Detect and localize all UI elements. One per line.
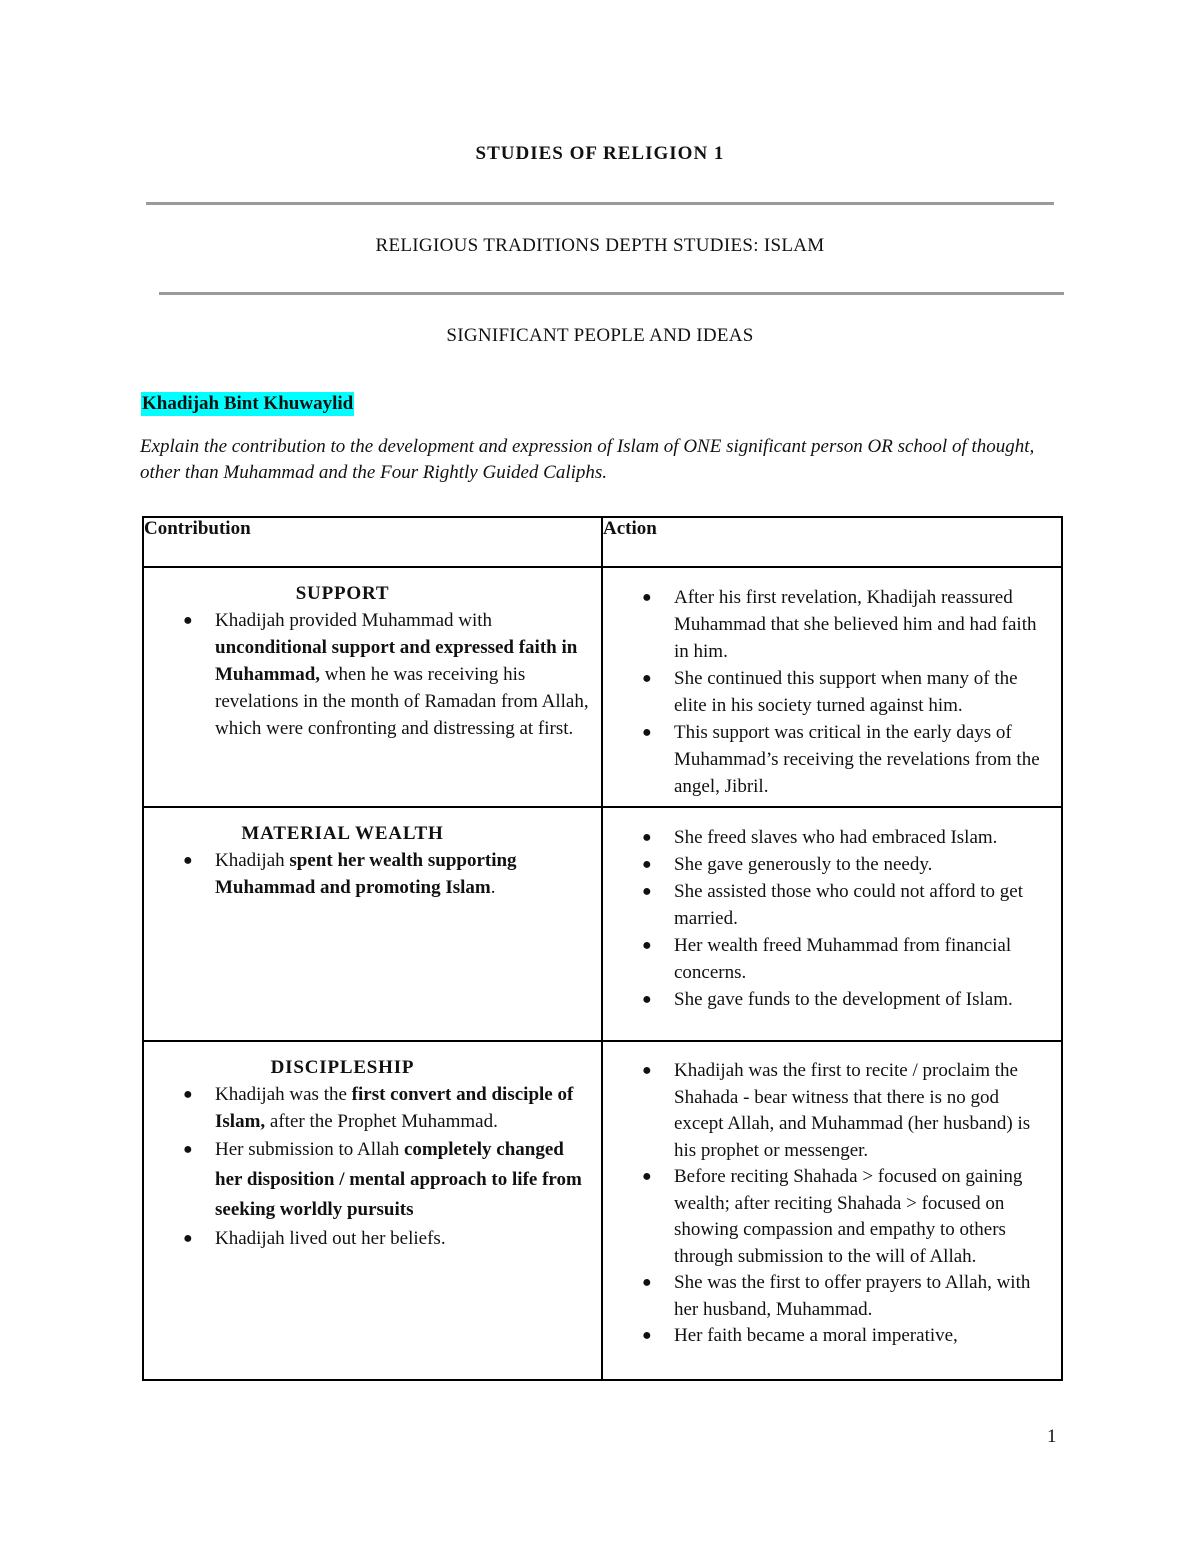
bullet-icon: ●: [183, 1086, 193, 1103]
column-header-action: Action: [602, 517, 1062, 567]
bullet-icon: ●: [642, 1327, 652, 1344]
list-item: ● She was the first to offer prayers to Allah, with her husband, Muhammad.: [642, 1272, 1031, 1320]
list-item: ● This support was critical in the early days of Muhammad’s receiving the revelations from the angel, Jibril.: [611, 719, 1053, 800]
section-heading: SIGNIFICANT PEOPLE AND IDEAS: [446, 325, 754, 346]
list-item: ● Before reciting Shahada > focused on gaining wealth; after reciting Shahada > focused on showing compassion and empathy to others through submission to the will of Allah.: [642, 1166, 1023, 1267]
list-item: ● She continued this support when many of the elite in his society turned against him.: [611, 665, 1053, 719]
contribution-cell: [143, 807, 602, 1041]
list-item: ● She freed slaves who had embraced Islam.: [611, 824, 1053, 851]
list-item: ● Khadijah lived out her beliefs.: [152, 1225, 593, 1252]
list-item: ● After his first revelation, Khadijah reassured Muhammad that she believed him and had faith in him.: [611, 584, 1053, 665]
horizontal-rule: [159, 292, 1064, 295]
table-header-row: [143, 517, 1062, 567]
bullet-icon: ●: [183, 1230, 193, 1247]
document-title: STUDIES OF RELIGION 1: [475, 143, 725, 164]
bullet-icon: ●: [642, 1062, 652, 1079]
bullet-icon: ●: [642, 1168, 652, 1185]
contribution-heading: SUPPORT: [295, 583, 390, 604]
bullet-icon: ●: [642, 883, 652, 900]
contribution-table: [142, 516, 1063, 1381]
contribution-heading: DISCIPLESHIP: [270, 1057, 415, 1078]
list-item: ● She assisted those who could not afford to get married.: [611, 878, 1053, 932]
list-item: ● Khadijah was the first convert and disciple of Islam, after the Prophet Muhammad.: [152, 1081, 593, 1135]
action-cell: [602, 567, 1062, 807]
document-subtitle: RELIGIOUS TRADITIONS DEPTH STUDIES: ISLAM: [375, 235, 825, 256]
person-heading: Khadijah Bint Khuwaylid: [142, 393, 354, 414]
list-item: ● Khadijah was the first to recite / proclaim the Shahada - bear witness that there is no god except Allah, and Muhammad (her husband) is his prophet or messenger.: [642, 1060, 1031, 1161]
bullet-icon: ●: [642, 1274, 652, 1291]
list-item: ● Her wealth freed Muhammad from financial concerns.: [611, 932, 1053, 986]
list-item: ● Khadijah spent her wealth supporting Muhammad and promoting Islam.: [152, 847, 593, 901]
bullet-icon: ●: [642, 670, 652, 687]
bullet-icon: ●: [183, 1141, 193, 1158]
list-item: ● She gave generously to the needy.: [611, 851, 1053, 878]
column-header-contribution: Contribution: [143, 517, 602, 567]
table-row: [143, 567, 1062, 807]
bullet-icon: ●: [642, 589, 652, 606]
bullet-icon: ●: [642, 829, 652, 846]
bullet-icon: ●: [183, 612, 193, 629]
bullet-icon: ●: [642, 991, 652, 1008]
contribution-cell: [143, 1041, 602, 1380]
table-row: [143, 1041, 1062, 1380]
list-item: ● Her submission to Allah completely changed her disposition / mental approach to life from seeking worldly pursuits: [152, 1135, 593, 1225]
action-cell: [602, 807, 1062, 1041]
table-row: [143, 807, 1062, 1041]
page-number: 1: [1047, 1426, 1057, 1447]
list-item: ● Khadijah provided Muhammad with unconditional support and expressed faith in Muhammad, when he was receiving his revelations in the month of Ramadan from Allah, which were confronting and distressing at first.: [152, 607, 593, 742]
horizontal-rule: [146, 202, 1054, 205]
bullet-icon: ●: [642, 856, 652, 873]
action-cell: [602, 1041, 1062, 1380]
list-item: ● Her faith became a moral imperative,: [611, 1323, 1053, 1350]
list-item: ● She gave funds to the development of Islam.: [611, 986, 1053, 1013]
contribution-heading: MATERIAL WEALTH: [241, 823, 444, 844]
contribution-cell: [143, 567, 602, 807]
question-text: Explain the contribution to the development and expression of Islam of ONE significant person OR school of thought, other than Muhammad and the Four Rightly Guided Caliphs.: [140, 436, 1035, 483]
bullet-icon: ●: [183, 852, 193, 869]
bullet-icon: ●: [642, 937, 652, 954]
bullet-icon: ●: [642, 724, 652, 741]
